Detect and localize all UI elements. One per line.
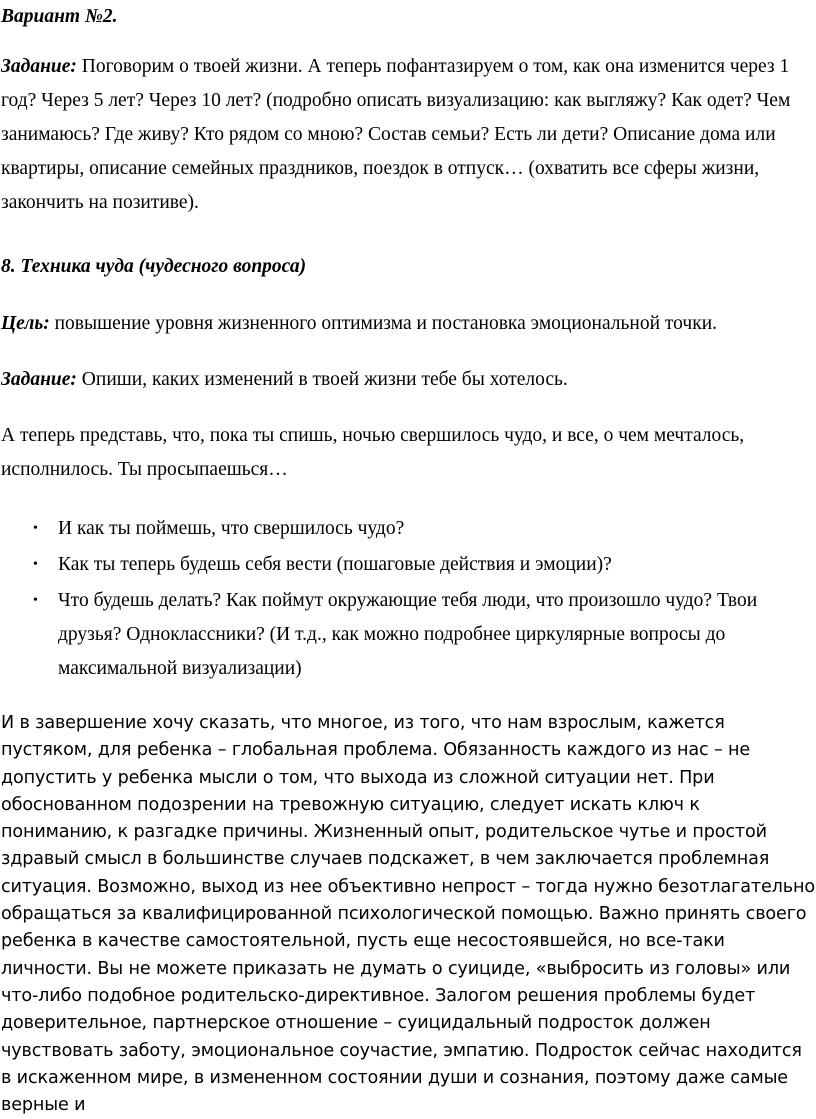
task-text: Поговорим о твоей жизни. А теперь пофантазируем о том, как она изменится через 1 год? Через 5 лет? Через 10 лет? (подробно описать визуализацию: как выгляжу? Как одет? Чем занимаюсь? Где живу? Кто рядом со мною? Состав семьи? Есть ли дети? Описание дома или квартиры, описание семейных праздников, поездок в отпуск… (охватить все сферы жизни, закончить на позитиве). (1, 56, 791, 213)
list-item (0, 584, 812, 686)
goal-text: повышение уровня жизненного оптимизма и постановка эмоциональной точки. (49, 313, 718, 334)
bullet-icon: • (33, 593, 38, 608)
list-item-text: И как ты поймешь, что свершилось чудо? (58, 518, 405, 539)
task-paragraph-2 (1, 363, 568, 397)
task-label: Задание: (1, 56, 77, 77)
conclusion-paragraph: И в завершение хочу сказать, что многое, из того, что нам взрослым, кажется пустяком, для ребенка – глобальная проблема. Обязанность каждого из нас – не допустить у ребенка мысли о том, что выхода из сложной ситуации нет. При обоснованном подозрении на тревожную ситуацию, следует искать ключ к пониманию, к разгадке причины. Жизненный опыт, родительское чутье и простой здравый смысл в большинстве случаев подскажет, в чем заключается проблемная ситуация. Возможно, выход из нее объективно непрост – тогда нужно безотлагательно обращаться за квалифицированной психологической помощью. Важно принять своего ребенка в качестве самостоятельной, пусть еще несостоявшейся, но все-таки личности. Вы не можете приказать не думать о суициде, «выбросить из головы» или что-либо подобное родительско-директивное. Залогом решения проблемы будет доверительное, партнерское отношение – суицидальный подросток должен чувствовать заботу, эмоциональное соучастие, эмпатию. Подросток сейчас находится в искаженном мире, в измененном состоянии души и сознания, поэтому даже самые верные и (1, 713, 815, 1116)
list-item-text: Что будешь делать? Как поймут окружающие тебя люди, что произошло чудо? Твои друзья? Одноклассники? (И т.д., как можно подробнее циркулярные вопросы до максимальной визуализации) (58, 590, 758, 679)
variant-heading: Вариант №2. (1, 6, 118, 27)
list-item-text: Как ты теперь будешь себя вести (пошаговые действия и эмоции)? (58, 554, 612, 575)
task-label: Задание: (1, 369, 77, 390)
task-text: Опиши, каких изменений в твоей жизни тебе бы хотелось. (76, 369, 568, 390)
bullet-icon: • (33, 521, 38, 536)
list-item (0, 512, 812, 546)
bullet-icon: • (33, 557, 38, 572)
imagine-paragraph: А теперь представь, что, пока ты спишь, ночью свершилось чудо, и все, о чем мечталось, исполнилось. Ты просыпаешься… (1, 425, 745, 480)
list-item (0, 548, 812, 582)
technique-heading: 8. Техника чуда (чудесного вопроса) (1, 256, 307, 277)
goal-paragraph (1, 307, 717, 341)
question-list (0, 512, 812, 688)
goal-label: Цель: (1, 313, 50, 334)
task-paragraph-1 (1, 50, 813, 220)
